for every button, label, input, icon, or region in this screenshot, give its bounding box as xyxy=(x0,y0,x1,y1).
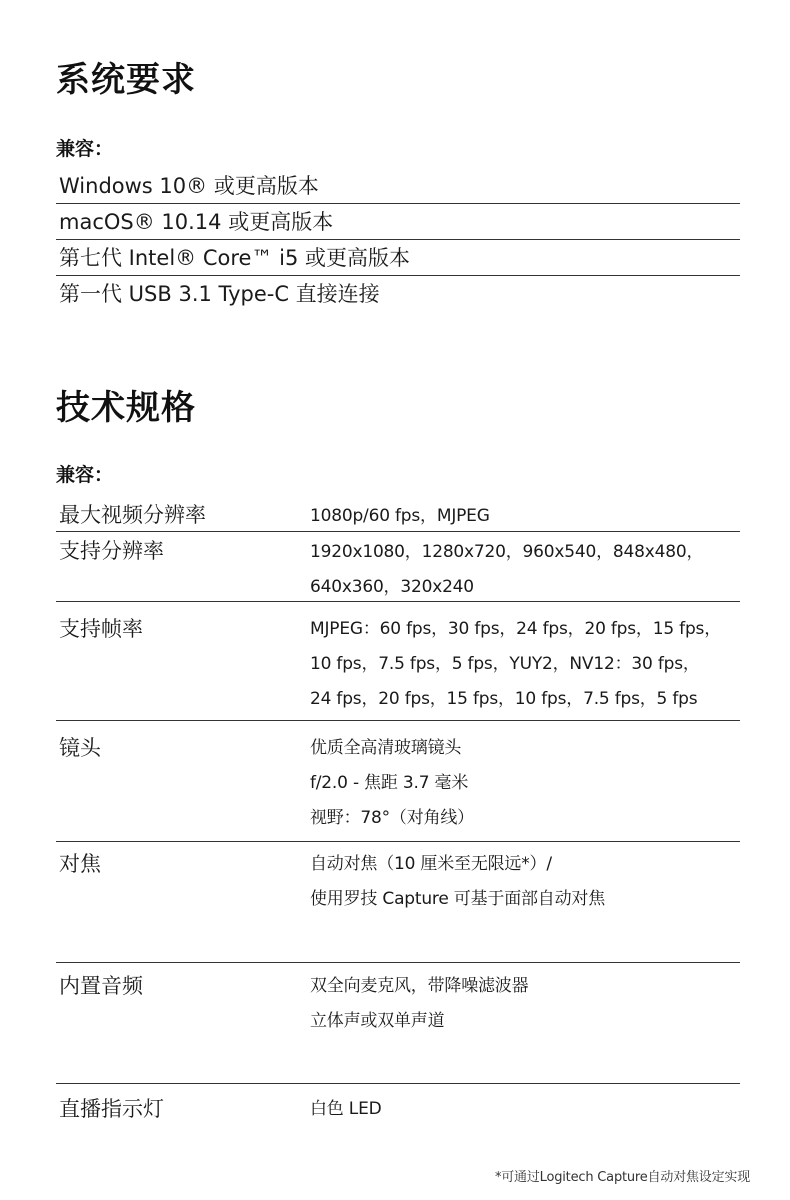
compat-item-cpu: 第七代 Intel® Core™ i5 或更高版本 xyxy=(56,239,740,275)
spec-label: 内置音频 xyxy=(59,974,143,998)
spec-value-line: MJPEG：60 fps，30 fps，24 fps，20 fps，15 fps， xyxy=(310,619,721,639)
compat-item-usb: 第一代 USB 3.1 Type-C 直接连接 xyxy=(56,275,740,311)
spec-values xyxy=(310,612,740,717)
spec-value-line: 双全向麦克风，带降噪滤波器 xyxy=(310,976,529,996)
spec-table xyxy=(56,496,740,1134)
spec-value-line: 立体声或双单声道 xyxy=(310,1011,445,1031)
spec-value-line: 1080p/60 fps，MJPEG xyxy=(310,506,490,526)
spec-values xyxy=(310,535,740,605)
spec-label: 镜头 xyxy=(59,736,101,760)
compat-item-macos: macOS® 10.14 或更高版本 xyxy=(56,203,740,239)
footnote: *可通过Logitech Capture自动对焦设定实现 xyxy=(494,1170,750,1185)
tech-specs-title: 技术规格 xyxy=(56,388,196,428)
system-requirements-title: 系统要求 xyxy=(56,60,196,100)
spec-row-max-resolution xyxy=(56,496,740,532)
spec-values xyxy=(310,731,740,836)
spec-row-frame-rates xyxy=(56,602,740,721)
spec-row-audio xyxy=(56,963,740,1084)
spec-row-supported-resolutions xyxy=(56,532,740,602)
spec-value-line: 自动对焦（10 厘米至无限远*）/ xyxy=(310,854,552,874)
spec-value-line: 10 fps，7.5 fps，5 fps，YUY2，NV12：30 fps， xyxy=(310,654,700,674)
spec-label: 对焦 xyxy=(59,852,101,876)
spec-label: 最大视频分辨率 xyxy=(59,503,206,527)
spec-values xyxy=(310,499,740,534)
compatibility-list xyxy=(56,168,740,311)
spec-label: 直播指示灯 xyxy=(59,1097,164,1121)
spec-value-line: 优质全高清玻璃镜头 xyxy=(310,738,462,758)
spec-value-line: 视野：78°（对角线） xyxy=(310,808,474,828)
spec-value-line: 640x360，320x240 xyxy=(310,577,474,597)
spec-value-line: 使用罗技 Capture 可基于面部自动对焦 xyxy=(310,889,606,909)
tech-specs-subtitle: 兼容： xyxy=(56,464,114,486)
spec-value-line: 1920x1080，1280x720，960x540，848x480， xyxy=(310,542,704,562)
spec-value-line: f/2.0 - 焦距 3.7 毫米 xyxy=(310,773,469,793)
spec-row-status-light xyxy=(56,1084,740,1134)
spec-value-line: 白色 LED xyxy=(310,1099,382,1119)
system-requirements-subtitle: 兼容： xyxy=(56,138,114,160)
compat-item-windows: Windows 10® 或更高版本 xyxy=(59,174,319,198)
spec-values xyxy=(310,847,740,917)
spec-row-lens xyxy=(56,721,740,842)
spec-label: 支持分辨率 xyxy=(59,539,164,563)
spec-label: 支持帧率 xyxy=(59,617,143,641)
spec-values xyxy=(310,969,740,1039)
spec-values xyxy=(310,1092,740,1127)
spec-row-focus xyxy=(56,842,740,963)
spec-value-line: 24 fps，20 fps，15 fps，10 fps，7.5 fps，5 fps xyxy=(310,689,698,709)
